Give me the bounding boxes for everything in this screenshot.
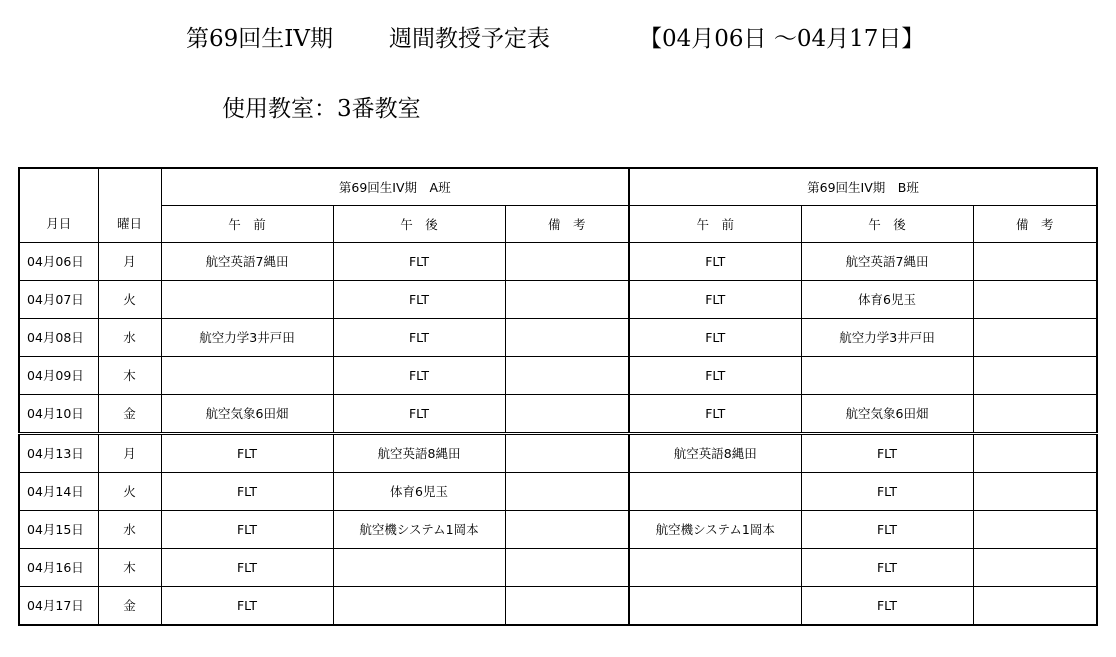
row-date: 04月10日 — [19, 394, 98, 433]
row-a-pm: FLT — [333, 394, 505, 433]
row-date: 04月17日 — [19, 586, 98, 625]
table-sub-header-row — [19, 205, 1097, 242]
document-title: 週間教授予定表 — [389, 26, 550, 52]
row-weekday: 火 — [98, 472, 161, 510]
row-b-pm: 航空気象6田畑 — [801, 394, 973, 433]
row-date: 04月16日 — [19, 548, 98, 586]
row-a-am: FLT — [161, 548, 333, 586]
row-b-note — [973, 280, 1097, 318]
date-range: 【04月06日 ～04月17日】 — [639, 26, 925, 52]
row-b-pm: FLT — [801, 548, 973, 586]
row-b-am — [629, 548, 801, 586]
row-a-am: FLT — [161, 586, 333, 625]
row-date: 04月07日 — [19, 280, 98, 318]
row-a-am: FLT — [161, 510, 333, 548]
header-a-note: 備 考 — [505, 205, 629, 242]
row-b-pm: 航空力学3井戸田 — [801, 318, 973, 356]
row-b-note — [973, 548, 1097, 586]
header-weekday-cell — [98, 168, 161, 242]
row-a-note — [505, 586, 629, 625]
row-a-am — [161, 356, 333, 394]
row-a-pm — [333, 586, 505, 625]
row-b-pm: FLT — [801, 510, 973, 548]
row-a-note — [505, 472, 629, 510]
row-b-note — [973, 394, 1097, 433]
row-a-pm — [333, 548, 505, 586]
row-a-am: FLT — [161, 433, 333, 472]
row-b-pm: 体育6児玉 — [801, 280, 973, 318]
table-row — [19, 318, 1097, 356]
row-b-pm: FLT — [801, 433, 973, 472]
row-b-am: 航空機システム1岡本 — [629, 510, 801, 548]
row-b-note — [973, 510, 1097, 548]
row-b-am: FLT — [629, 394, 801, 433]
row-weekday: 月 — [98, 433, 161, 472]
group-b-title: 第69回生IV期 B班 — [629, 168, 1097, 205]
row-b-am — [629, 586, 801, 625]
row-a-note — [505, 318, 629, 356]
table-row — [19, 356, 1097, 394]
header-b-note: 備 考 — [973, 205, 1097, 242]
row-b-note — [973, 242, 1097, 280]
row-date: 04月14日 — [19, 472, 98, 510]
table-group-header-row — [19, 168, 1097, 205]
row-a-pm: 航空機システム1岡本 — [333, 510, 505, 548]
row-weekday: 金 — [98, 394, 161, 433]
row-a-note — [505, 548, 629, 586]
row-weekday: 木 — [98, 356, 161, 394]
row-a-am: 航空力学3井戸田 — [161, 318, 333, 356]
row-a-am: 航空気象6田畑 — [161, 394, 333, 433]
table-row — [19, 433, 1097, 472]
row-b-note — [973, 433, 1097, 472]
row-a-pm: FLT — [333, 356, 505, 394]
row-a-note — [505, 433, 629, 472]
row-a-pm: FLT — [333, 280, 505, 318]
row-b-am: FLT — [629, 242, 801, 280]
row-b-am: FLT — [629, 356, 801, 394]
header-a-pm: 午 後 — [333, 205, 505, 242]
room-label: 使用教室：3番教室 — [222, 96, 421, 122]
row-b-am — [629, 472, 801, 510]
row-b-pm — [801, 356, 973, 394]
row-a-am: FLT — [161, 472, 333, 510]
row-a-pm: FLT — [333, 318, 505, 356]
row-a-am — [161, 280, 333, 318]
row-weekday: 火 — [98, 280, 161, 318]
row-a-note — [505, 356, 629, 394]
row-b-am: FLT — [629, 318, 801, 356]
row-b-am: FLT — [629, 280, 801, 318]
row-b-note — [973, 318, 1097, 356]
row-date: 04月08日 — [19, 318, 98, 356]
row-a-pm: 体育6児玉 — [333, 472, 505, 510]
row-date: 04月15日 — [19, 510, 98, 548]
class-name: 第69回生IV期 — [186, 26, 333, 52]
table-row — [19, 242, 1097, 280]
schedule-table — [18, 167, 1098, 626]
header-month-day-cell — [19, 168, 98, 242]
row-b-note — [973, 586, 1097, 625]
row-weekday: 月 — [98, 242, 161, 280]
table-row — [19, 280, 1097, 318]
row-a-pm: 航空英語8縄田 — [333, 433, 505, 472]
table-row — [19, 394, 1097, 433]
header-b-am: 午 前 — [629, 205, 801, 242]
row-a-am: 航空英語7縄田 — [161, 242, 333, 280]
row-weekday: 木 — [98, 548, 161, 586]
row-weekday: 水 — [98, 510, 161, 548]
row-date: 04月13日 — [19, 433, 98, 472]
row-a-note — [505, 394, 629, 433]
row-date: 04月09日 — [19, 356, 98, 394]
row-b-pm: FLT — [801, 586, 973, 625]
row-a-note — [505, 280, 629, 318]
row-b-note — [973, 356, 1097, 394]
row-a-note — [505, 510, 629, 548]
row-b-pm: 航空英語7縄田 — [801, 242, 973, 280]
row-a-pm: FLT — [333, 242, 505, 280]
header-a-am: 午 前 — [161, 205, 333, 242]
row-b-pm: FLT — [801, 472, 973, 510]
table-row — [19, 548, 1097, 586]
row-b-am: 航空英語8縄田 — [629, 433, 801, 472]
header-weekday: 曜日 — [116, 215, 142, 231]
row-b-note — [973, 472, 1097, 510]
table-row — [19, 472, 1097, 510]
table-row — [19, 510, 1097, 548]
table-row — [19, 586, 1097, 625]
row-a-note — [505, 242, 629, 280]
row-date: 04月06日 — [19, 242, 98, 280]
header-b-pm: 午 後 — [801, 205, 973, 242]
row-weekday: 金 — [98, 586, 161, 625]
header-month-day: 月日 — [46, 215, 72, 231]
row-weekday: 水 — [98, 318, 161, 356]
group-a-title: 第69回生IV期 A班 — [161, 168, 629, 205]
